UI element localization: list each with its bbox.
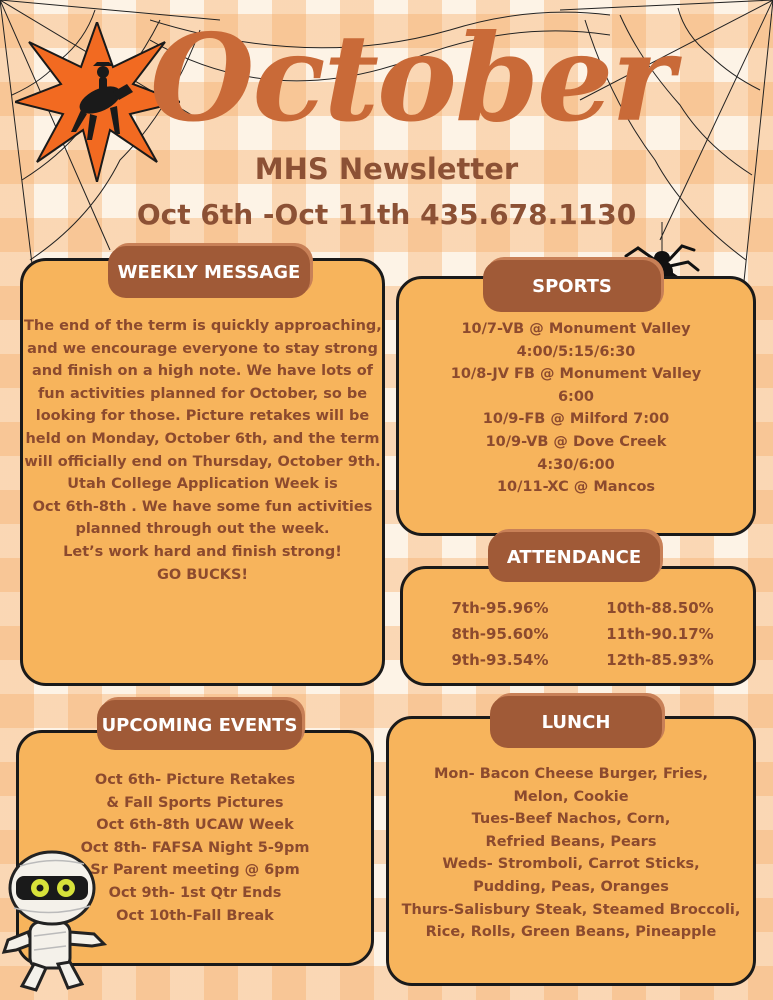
weekly-message-line: GO BUCKS! (156, 566, 249, 583)
weekly-message-line: fun activities planned for October, so be (37, 385, 368, 402)
lunch-line: Rice, Rolls, Green Beans, Pineapple (425, 924, 717, 941)
lunch-line: Pudding, Peas, Oranges (473, 878, 669, 895)
lunch-line: Weds- Stromboli, Carrot Sticks, (442, 856, 700, 873)
event-line: Oct 6th- Picture Retakes (94, 772, 296, 788)
lunch-line: Tues-Beef Nachos, Corn, (471, 811, 671, 828)
weekly-message-line: The end of the term is quickly approaching, (24, 318, 382, 334)
weekly-message-line: Let’s work hard and finish strong! (63, 543, 342, 560)
attendance-heading: ATTENDANCE (488, 532, 660, 582)
sports-line: 10/8-JV FB @ Monument Valley (450, 366, 702, 383)
event-line: Oct 6th-8th UCAW Week (96, 817, 294, 834)
attendance-item: 11th-90.17% (606, 625, 714, 643)
weekly-message-line: Oct 6th-8th . We have some fun activities (32, 498, 373, 515)
attendance-item: 12th-85.93% (606, 651, 714, 669)
weekly-message-heading: WEEKLY MESSAGE (108, 246, 310, 298)
upcoming-events-heading: UPCOMING EVENTS (97, 700, 302, 750)
sports-heading: SPORTS (483, 260, 661, 312)
newsletter-subtitle: MHS Newsletter (254, 152, 519, 186)
sports-line: 4:30/6:00 (537, 456, 615, 473)
event-line: Oct 10th-Fall Break (116, 907, 274, 924)
sports-line: 10/7-VB @ Monument Valley (461, 321, 691, 337)
weekly-message-line: planned through out the week. (75, 521, 330, 538)
weekly-message-line: Utah College Application Week is (67, 476, 338, 493)
attendance-item: 7th-95.96% (451, 599, 549, 617)
lunch-line: Thurs-Salisbury Steak, Steamed Broccoli, (401, 901, 741, 918)
sports-body (400, 318, 752, 499)
attendance-item: 9th-93.54% (451, 651, 549, 669)
weekly-message-line: looking for those. Picture retakes will be (35, 408, 370, 425)
weekly-message-line: held on Monday, October 6th, and the term (25, 430, 380, 447)
sports-line: 10/9-FB @ Milford 7:00 (482, 411, 670, 428)
lunch-line: Melon, Cookie (513, 788, 629, 805)
sports-line: 10/9-VB @ Dove Creek (485, 433, 667, 450)
attendance-grid (420, 596, 740, 672)
attendance-item: 10th-88.50% (606, 599, 714, 617)
sports-line: 10/11-XC @ Mancos (496, 479, 656, 496)
event-line: Sr Parent meeting @ 6pm (90, 862, 300, 879)
date-phone-line: Oct 6th -Oct 11th 435.678.1130 (136, 198, 637, 231)
weekly-message-line: will officially end on Thursday, October 9th. (24, 453, 381, 470)
mummy-icon (0, 848, 110, 996)
weekly-message-body (24, 315, 381, 586)
attendance-item: 8th-95.60% (451, 625, 549, 643)
lunch-heading: LUNCH (490, 696, 662, 748)
event-line: & Fall Sports Pictures (106, 794, 284, 811)
weekly-message-line: and we encourage everyone to stay strong (27, 340, 378, 357)
lunch-line: Mon- Bacon Cheese Burger, Fries, (433, 766, 709, 782)
sports-line: 4:00/5:15/6:30 (516, 343, 636, 360)
lunch-line: Refried Beans, Pears (485, 833, 657, 850)
event-line: Oct 8th- FAFSA Night 5-9pm (80, 839, 310, 856)
sports-line: 6:00 (557, 388, 595, 405)
page-title: October (150, 8, 673, 149)
weekly-message-line: and finish on a high note. We have lots of (31, 363, 373, 380)
event-line: Oct 9th- 1st Qtr Ends (108, 884, 282, 901)
lunch-body (390, 763, 752, 944)
